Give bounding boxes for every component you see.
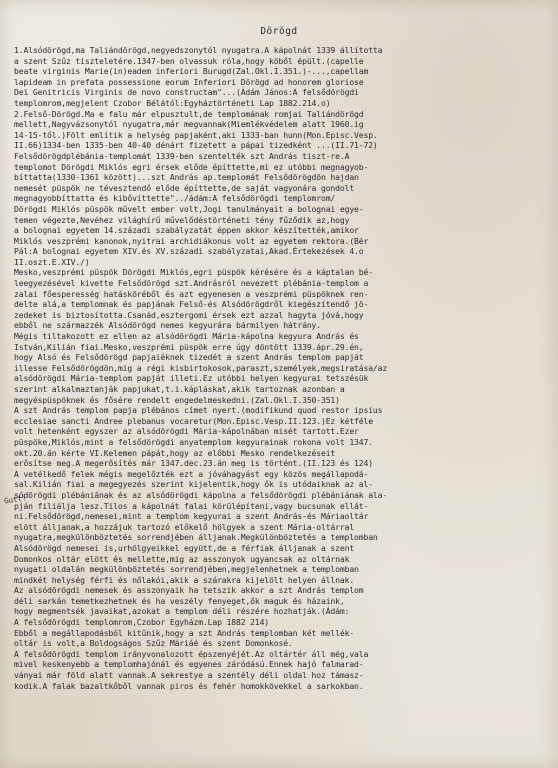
text-line: leegyezésével kivette Felsődörögd szt.Andrásról nevezett plébánia-templom a: [14, 278, 369, 289]
text-line: nyugati oldalán megkülönböztetés sorrendjében,megjelenhetnek a templomban: [14, 564, 359, 575]
text-line: ebből ne származzék Alsódörögd nemes kegyurára bármilyen hátrány.: [14, 320, 321, 331]
document-title: Dörögd: [260, 26, 298, 37]
text-line: déli sarkán temetkezhetnek és ha veszély fenyeget,ők maguk és házaink,: [14, 595, 345, 606]
text-line: Felsődörögdplébánia-templomát 1339-ben szentelték szt András tiszt-re.A: [14, 150, 350, 161]
text-line: II.oszt.E.XIV./): [14, 256, 90, 267]
text-line: Pál:A bolognai egyetem XIV.és XV.századi szabályzatai,Akad.Értekezések 4.o: [14, 246, 364, 257]
text-line: sódörögdi plébániának és az alsódörögdi kápolna a felsődörögdi plébániának ala-: [14, 489, 388, 500]
text-line: bíttatta(1330-1361 között)...szt András ap.templomát Felsődörögdön hajdan: [14, 172, 359, 183]
text-line: Mégis tiltakozott ez ellen az alsódörögdi Mária-kápolna kegyura András és: [14, 331, 359, 342]
text-line: okt.20.án kérte VI.Kelemen pápát,hogy az előbbi Mesko rendelkezéseit: [14, 447, 336, 458]
text-line: beate virginis Marie(in)eadem inferiori Burugd(Zal.Okl.I.351.)-...,capellam: [14, 66, 369, 77]
text-line: II.66)1334-ben 1335-ben 40-40 dénárt fizetett a pápai tizedként ...(II.71-72): [14, 140, 378, 151]
text-line: Alsódörögd nemesei is,urhölgyeikkel együtt,de a férfiak álljanak a szent: [14, 542, 355, 553]
text-line: Dei Genitricis Virginis de novo constructam"...(Ádám János:A felsődörögdi: [14, 87, 359, 98]
text-line: illesse Felsődörögdön,mig a régi kisbirtokosok,paraszt,személyek,megsiratása/az: [14, 362, 388, 373]
text-line: sal.Kilián fiai a megegyezés szerint kijelentik,hogy ők is utódaiknak az al-: [14, 479, 373, 490]
text-line: oltár is volt,a Boldogságos Szűz Máriáé és szent Domonkosé.: [14, 638, 293, 649]
text-line: mellett,Nagyvázsonytól nyugatra,már megvannak(Miemlékvédelem alatt 1960.ig: [14, 119, 364, 130]
text-line: A vetélkedő felek mégis megelőzték ezt a jóváhagyást egy közös megállapodá-: [14, 468, 369, 479]
text-line: A felsődörögdi templomrom,Czobor Egyházm.Lap 1882 214): [14, 617, 270, 628]
text-line: A felsődörögdi templom irányvonalozott épszenyéjét.Az oltártér áll még,vala: [14, 648, 369, 659]
text-line: 2.Felső-Dörögd.Ma e falu már elpusztult,de templomának romjai Taliándörögd: [14, 108, 364, 119]
text-line: hogy megmentsék javaikat,azokat a templom déli részére hozhatják.(Ádám:: [14, 606, 350, 617]
text-line: szerint alkalmaztanják papjukat,t.i.kápláskat,akik tartoznak azonban a: [14, 384, 345, 394]
text-line: mindkét helység férfi és nőlakói,akik a szárakra kijelölt helyen állnak.: [14, 574, 355, 585]
text-line: nemesét püspök ne tévesztendő előde építtette,de saját vagyonára gondolt: [14, 182, 355, 193]
text-line: A szt András templom papja plébános címet nyert.(modifikund quod restor ipsius: [14, 405, 383, 416]
text-line: ványai már föld alatt vannak.A sekrestye a szentély déli oldal hoz támasz-: [14, 670, 364, 681]
text-line: a bolognai egyetem 14.századi szabályzatát éppen akkor készítették,amikor: [14, 225, 359, 236]
text-line: hogy Alsó és Felsődörögd papjaiéknek tizedét a szent András templom papját: [14, 352, 364, 363]
text-line: 14-15-től.)Fölt említik a helység papjaként,aki 1333-ban hunn(Mon.Episc.Vesp.: [14, 129, 378, 140]
text-line: István,Kilián fiai.Mesko,veszprémi püspök erre úgy döntött 1339.ápr.29.én,: [14, 341, 364, 352]
text-line: pján filiálja lesz.Tilos a kápolnát falai körülépíteni,vagy bucsunak ellát-: [14, 500, 369, 511]
text-line: lapideam in prefata possessione eorum Inferiori Dörögd ad honorem gloriose: [14, 76, 364, 87]
text-line: kodik.A falak bazaltkőből vannak piros és fehér homokkövekkel a sarkokban.: [14, 680, 364, 691]
text-line: templomrom,megjelent Czobor Bélától:Egyháztörténeti Lap 1882.214.o): [14, 97, 331, 108]
text-line: Az alsódörögdi nemesek és asszonyaik ha tetszik akkor a szt András templom: [14, 585, 364, 596]
text-line: temen végezte,Nevéhez világhírű művelődéstörténeti tény fűződik az,hogy: [14, 214, 350, 225]
text-line: ni.Felsődörögd,nemesei,mint a templom kegyurai a szent András-és Máriaoltár: [14, 511, 369, 522]
text-line: Mesko,veszprémi püspök Dörögdi Miklós,egri püspök kérésére és a káptalan bé-: [14, 267, 373, 278]
text-line: mivel keskenyebb a templomhajónál és egyenes záródású.Ennek hajó falmarad-: [14, 659, 364, 670]
text-line: alsódörögdi Mária-templom papját illeti.Ez utóbbi helyen kegyurai tetszésük: [14, 373, 369, 384]
text-line: a szent Szűz tiszteletére.1347-ben olvassuk róla,hogy köből épült.(capelle: [14, 55, 364, 66]
text-line: zalai főesperesség hatásköréből és azt egyenesen a veszprémi püspöknek ren-: [14, 288, 369, 299]
text-line: ecclesiae sancti Andree plebanus vocaretur(Mon.Episc.Vesp.II.123.)Ez kétféle: [14, 415, 373, 426]
text-line: erősítse meg.A megerősítés már 1347.dec.23.án meg is történt.(II.123 és 124): [14, 458, 373, 469]
text-line: Domonkos oltár elött és mellette,mig az asszonyok ugyancsak az oltárnak: [14, 553, 350, 564]
text-line: Dörögdi Miklós püspök művelt ember volt,Jogi tanulmányait a bolognai egye-: [14, 203, 364, 214]
text-line: 1.Alsódörögd,ma Taliándörögd,negyedszonytól nyugatra.A kápolnát 1339 állította: [14, 45, 383, 55]
text-line: Ebből a megállapodásból kitűnik,hogy a szt András templomban két mellék-: [14, 627, 355, 638]
text-line: Miklós veszprémi kanonok,nyitrai archidiákonus volt az egyetem rektora.(Bér: [14, 235, 369, 246]
margin-note: Gutt!: [3, 493, 28, 506]
text-line: delte alá,a templomnak és papjának Felső-és Alsódörögdről kiegészítendő jö-: [14, 299, 369, 310]
text-line: megyéspüspöknek és fősére rendelt engedelmeskedni.(Zal.Okl.I.350-351): [14, 394, 340, 405]
document-body: [14, 45, 544, 691]
text-line: megnagyobbíttatta és kibővíttette"../ádám:A felsődörögdi templomrom/: [14, 193, 336, 204]
text-line: zedeket is biztosította.Csanád,esztergomi érsek ezt azzal hagyta jóvá,hogy: [14, 309, 364, 320]
text-line: templomot Dörögdi Miklós egri érsek előde építtette,mi ez utóbbi megnagyob-: [14, 161, 369, 172]
text-line: püspöke,Miklós,mint a felsődörögdi anyatemplom kegyurainak rokona volt 1347.: [14, 436, 373, 447]
text-line: volt hetenként egyszer az alsódörögdi Mária-kápolnában misét tartott.Ezer: [14, 426, 359, 437]
text-line: elött álljanak,a hozzájuk tartozó előkelő hölgyek a szent Mária-oltárral: [14, 521, 355, 532]
text-line: nyugatra,megkülönböztetés sorrendjében álljanak.Megkülönböztetés a templomban: [14, 532, 378, 543]
